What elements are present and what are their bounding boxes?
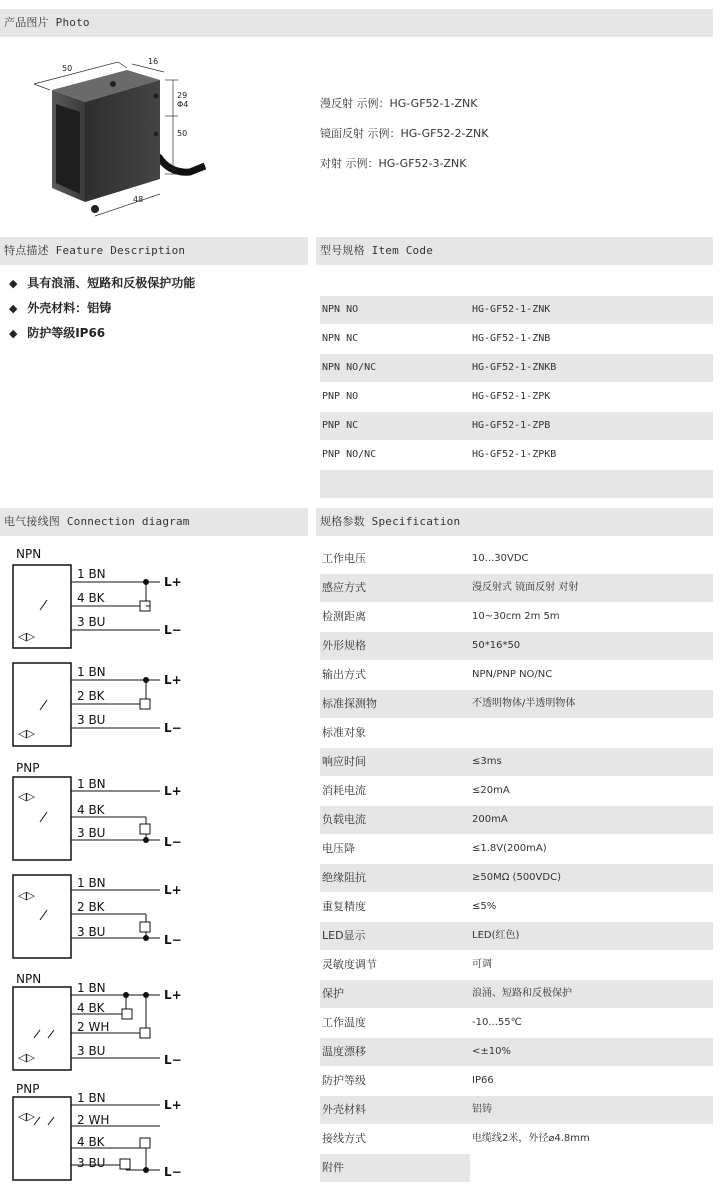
l-minus: L− (164, 835, 182, 849)
dim-50b: 50 (177, 129, 188, 138)
wire-label-wh: 2 WH (77, 1020, 110, 1034)
item-code-section-header: 型号规格 Item Code (316, 237, 713, 265)
item-code: HG-GF52-1-ZNB (472, 333, 551, 344)
l-plus: L+ (164, 673, 182, 687)
item-type: NPN NO (322, 304, 359, 315)
spec-row (320, 980, 713, 1008)
spec-label: 附件 (322, 1161, 344, 1174)
wire-label-bn: 1 BN (77, 777, 106, 791)
sensor-icon: ◁▷ (18, 790, 35, 803)
feature-item (9, 324, 105, 341)
l-plus: L+ (164, 1098, 182, 1112)
item-code: HG-GF52-1-ZPK (472, 391, 551, 402)
wire-label-bn: 1 BN (77, 876, 106, 890)
wire-label-bk: 4 BK (77, 591, 105, 605)
wire-label-bk: 4 BK (77, 1001, 105, 1015)
sensor-icon: ◁▷ (18, 630, 35, 643)
dim-29: 29 (177, 91, 188, 100)
spec-label: 消耗电流 (322, 784, 366, 797)
wire-label-bu: 3 BU (77, 826, 106, 840)
dim-phi4: Φ4 (177, 100, 189, 109)
spec-label: 温度漂移 (322, 1045, 366, 1058)
photo-section-header: 产品图片 Photo (0, 9, 713, 37)
spec-row (320, 661, 713, 689)
spec-row (320, 806, 713, 834)
wire-label-bn: 1 BN (77, 1091, 106, 1105)
dim-16: 16 (148, 57, 159, 66)
photo-info-diffuse: 漫反射 示例：HG-GF52-1-ZNK (320, 97, 478, 110)
l-plus: L+ (164, 883, 182, 897)
spec-label: 标准探测物 (322, 697, 377, 710)
item-type: NPN NC (322, 333, 359, 344)
spec-row (320, 893, 713, 921)
spec-row (320, 574, 713, 602)
dim-50: 50 (62, 64, 73, 73)
spec-row (320, 1096, 713, 1124)
sensor-icon: ◁▷ (18, 1051, 35, 1064)
spec-row (320, 922, 713, 950)
spec-label: 绝缘阻抗 (322, 871, 366, 884)
spec-value: 10...30VDC (472, 553, 529, 564)
wire-label-bu: 3 BU (77, 615, 106, 629)
spec-value: LED(红色) (472, 930, 520, 941)
diamond-icon: ◆ (9, 302, 18, 315)
item-type: PNP NC (322, 420, 359, 431)
spec-value: 不透明物体/半透明物体 (472, 698, 576, 709)
spec-label: 电压降 (322, 842, 355, 855)
wire-label-bu: 3 BU (77, 925, 106, 939)
wire-label-bn: 1 BN (77, 981, 106, 995)
spec-value: ≤3ms (472, 756, 502, 767)
spec-value: ≤20mA (472, 785, 510, 796)
spec-row (320, 748, 713, 776)
wire-label-bk: 4 BK (77, 1135, 105, 1149)
item-code: HG-GF52-1-ZPB (472, 420, 551, 431)
l-minus: L− (164, 1165, 182, 1179)
spec-row (320, 632, 713, 660)
spec-label: 外形规格 (322, 639, 366, 652)
l-plus: L+ (164, 575, 182, 589)
spec-row (320, 777, 713, 805)
product-photo (20, 44, 220, 224)
spec-label: 响应时间 (322, 755, 366, 768)
wire-label-bk: 2 BK (77, 900, 105, 914)
item-type: PNP NO (322, 391, 359, 402)
item-code-row (320, 354, 713, 382)
item-type: PNP NO/NC (322, 449, 377, 460)
spec-row (320, 1125, 713, 1153)
wire-label-bk: 4 BK (77, 803, 105, 817)
item-code-row (320, 325, 713, 353)
spec-value: 漫反射式 镜面反射 对射 (472, 582, 579, 593)
spec-label: 工作温度 (322, 1016, 366, 1029)
spec-row (320, 690, 713, 718)
spec-label: 外壳材料 (322, 1103, 366, 1116)
spec-row (320, 719, 713, 747)
item-code-row (320, 412, 713, 440)
wire-label-wh: 2 WH (77, 1113, 110, 1127)
feature-text: 具有浪涌、短路和反极保护功能 (27, 276, 196, 290)
connection-diagrams (0, 540, 310, 1190)
spec-label: 防护等级 (322, 1074, 366, 1087)
feature-text: 防护等级IP66 (27, 326, 106, 340)
spec-label: 工作电压 (322, 552, 366, 565)
spec-row (320, 864, 713, 892)
sensor-icon: ◁▷ (18, 727, 35, 740)
wire-label-bn: 1 BN (77, 665, 106, 679)
spec-value: 50*16*50 (472, 640, 521, 651)
item-code-row (320, 470, 713, 498)
item-code-row (320, 383, 713, 411)
pnp-label: PNP (16, 761, 40, 775)
feature-item (9, 299, 111, 316)
pnp-label: PNP (16, 1082, 40, 1096)
sensor-icon: ◁▷ (18, 889, 35, 902)
spec-row (320, 951, 713, 979)
spec-value: 电缆线2米，外径⌀4.8mm (472, 1133, 590, 1144)
dim-48: 48 (133, 195, 144, 204)
spec-value: -10...55℃ (472, 1017, 522, 1028)
spec-value: ≥50MΩ (500VDC) (472, 872, 561, 883)
spec-section-header: 规格参数 Specification (316, 508, 713, 536)
npn-label: NPN (16, 547, 42, 561)
spec-value: ≤5% (472, 901, 497, 912)
spec-value: 10~30cm 2m 5m (472, 611, 560, 622)
l-plus: L+ (164, 784, 182, 798)
photo-info-mirror: 镜面反射 示例：HG-GF52-2-ZNK (320, 127, 489, 140)
spec-row (320, 545, 713, 573)
item-code: HG-GF52-1-ZNKB (472, 362, 557, 373)
item-code: HG-GF52-1-ZNK (472, 304, 551, 315)
spec-label: 保护 (322, 987, 344, 1000)
spec-row (320, 1009, 713, 1037)
spec-label: 检测距离 (322, 610, 366, 623)
l-plus: L+ (164, 988, 182, 1002)
spec-row (320, 603, 713, 631)
spec-label: 负载电流 (322, 813, 366, 826)
spec-value: NPN/PNP NO/NC (472, 669, 553, 680)
item-code: HG-GF52-1-ZPKB (472, 449, 557, 460)
spec-value: 可调 (472, 959, 492, 970)
item-type: NPN NO/NC (322, 362, 377, 373)
feature-item (9, 274, 195, 291)
wire-label-bu: 3 BU (77, 713, 106, 727)
spec-value: 浪涌、短路和反极保护 (472, 988, 572, 999)
l-minus: L− (164, 1053, 182, 1067)
spec-row (320, 1038, 713, 1066)
spec-label: 输出方式 (322, 668, 366, 681)
spec-value: 200mA (472, 814, 508, 825)
spec-row (320, 1154, 470, 1182)
spec-value: 铝铸 (472, 1104, 492, 1115)
diamond-icon: ◆ (9, 277, 18, 290)
feature-text: 外壳材料：铝铸 (27, 301, 112, 315)
spec-label: 感应方式 (322, 581, 366, 594)
spec-row (320, 835, 713, 863)
l-minus: L− (164, 933, 182, 947)
spec-label: 重复精度 (322, 900, 366, 913)
spec-label: LED显示 (322, 929, 366, 942)
spec-value: IP66 (472, 1075, 494, 1086)
l-minus: L− (164, 623, 182, 637)
spec-label: 标准对象 (322, 726, 366, 739)
l-minus: L− (164, 721, 182, 735)
spec-row (320, 1067, 713, 1095)
spec-value: ≤1.8V(200mA) (472, 843, 547, 854)
feature-section-header: 特点描述 Feature Description (0, 237, 308, 265)
connection-section-header: 电气接线图 Connection diagram (0, 508, 308, 536)
wire-label-bu: 3 BU (77, 1044, 106, 1058)
wire-label-bu: 3 BU (77, 1156, 106, 1170)
sensor-icon: ◁▷ (18, 1110, 35, 1123)
wire-label-bn: 1 BN (77, 567, 106, 581)
diamond-icon: ◆ (9, 327, 18, 340)
npn-label: NPN (16, 972, 42, 986)
item-code-row (320, 296, 713, 324)
photo-info-through: 对射 示例：HG-GF52-3-ZNK (320, 157, 467, 170)
wire-label-bk: 2 BK (77, 689, 105, 703)
spec-label: 灵敏度调节 (322, 958, 377, 971)
item-code-row (320, 441, 713, 469)
spec-label: 接线方式 (322, 1132, 366, 1145)
spec-value: <±10% (472, 1046, 511, 1057)
